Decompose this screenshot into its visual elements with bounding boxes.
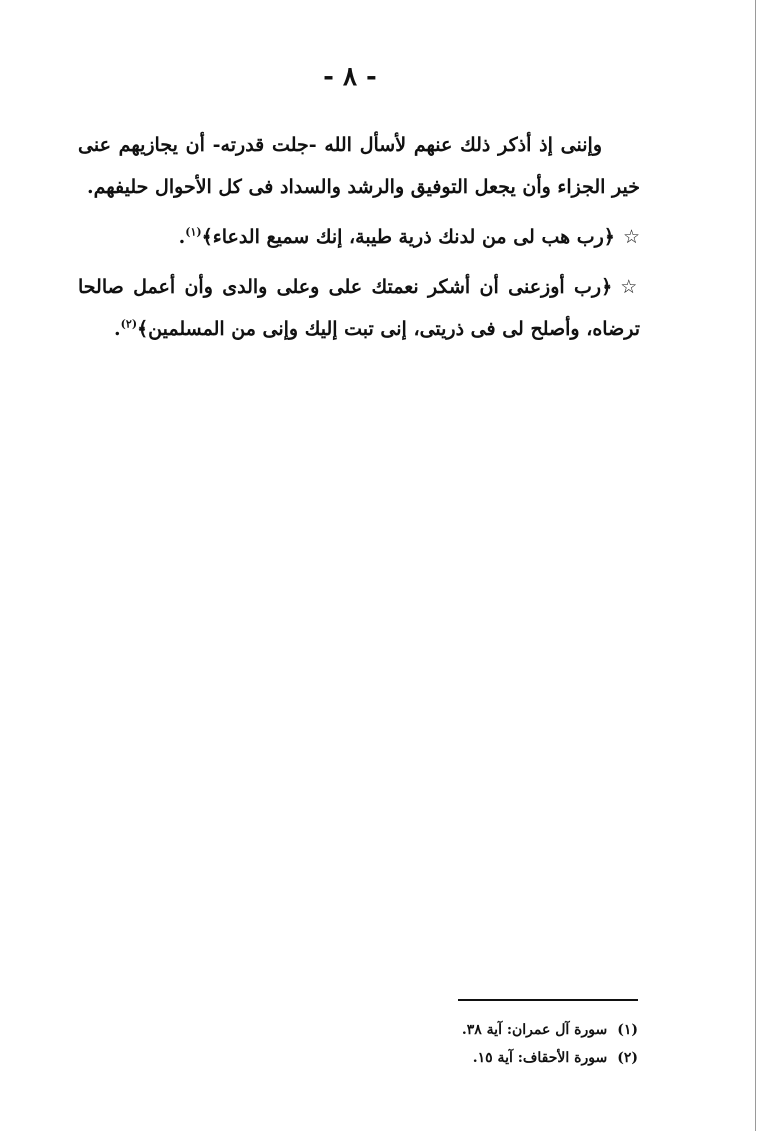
page-edge-line <box>755 0 756 1131</box>
body-text <box>78 124 640 350</box>
footnote-ref-2: (٢) <box>120 317 138 331</box>
paragraph-intro: وإننى إذ أذكر ذلك عنهم لأسأل الله -جلت قدرته- أن يجازيهم عنى خير الجزاء وأن يجعل التوفيق والرشد والسداد فى كل الأحوال حليفهم. <box>78 134 640 198</box>
footnote-2-text: سورة الأحقاف: آية ١٥. <box>472 1050 608 1066</box>
footnotes <box>418 1016 638 1072</box>
star-icon: ☆ <box>622 226 640 248</box>
footnote-2-number: (٢) <box>617 1050 638 1066</box>
footnote-2 <box>418 1044 638 1072</box>
verse-2-text: ﴿رب أوزعنى أن أشكر نعمتك على وعلى والدى وأن أعمل صالحا ترضاه، وأصلح لى فى ذريتى، إنى تبت إليك وإنى من المسلمين﴾ <box>78 276 640 340</box>
footnote-1 <box>418 1016 638 1044</box>
star-icon: ☆ <box>620 276 640 298</box>
footnote-divider <box>458 999 638 1001</box>
footnote-ref-1: (١) <box>185 225 202 239</box>
verse-1-end: . <box>178 226 186 248</box>
verse-2-end: . <box>114 318 121 340</box>
footnote-1-number: (١) <box>617 1022 638 1038</box>
page-number: - ٨ - <box>323 62 377 92</box>
verse-2 <box>78 266 640 350</box>
verse-1 <box>78 216 640 258</box>
verse-1-text: ﴿رب هب لى من لدنك ذرية طيبة، إنك سميع الدعاء﴾ <box>201 226 615 248</box>
footnote-1-text: سورة آل عمران: آية ٣٨. <box>461 1022 608 1038</box>
